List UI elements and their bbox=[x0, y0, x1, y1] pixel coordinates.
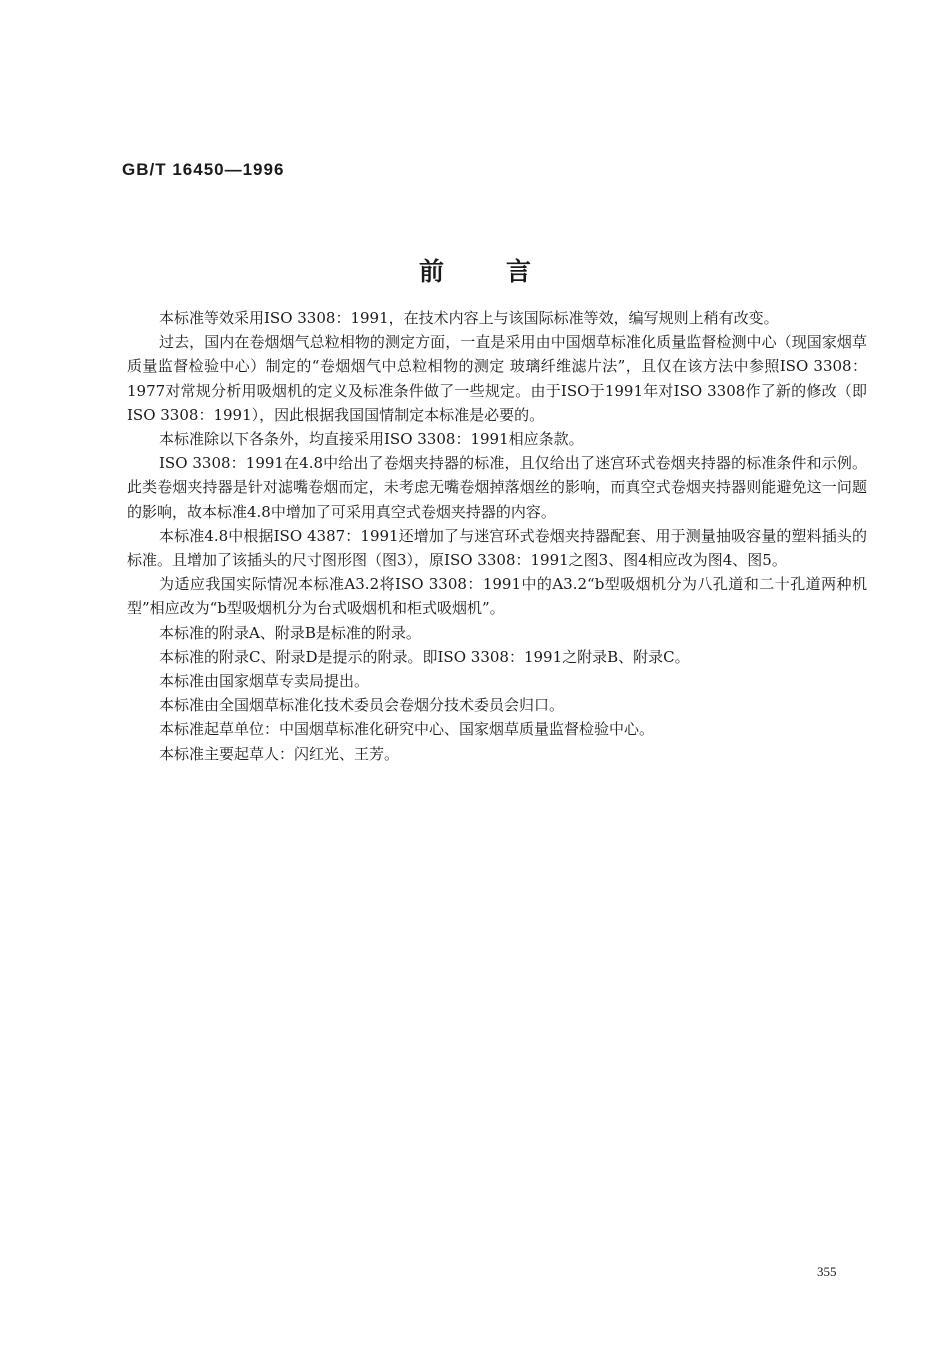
paragraph-11: 本标准起草单位：中国烟草标准化研究中心、国家烟草质量监督检验中心。 bbox=[159, 720, 655, 739]
foreword-body bbox=[127, 306, 867, 766]
paragraph-5: 本标准4.8中根据ISO 4387：1991还增加了与迷宫环式卷烟夹持器配套、用于测量抽吸容量的塑料插头的标准。且增加了该插头的尺寸图形图（图3），原ISO 3308：1991之图3、图4相应改为图4、图5。 bbox=[127, 526, 867, 570]
page-title: 前言 bbox=[418, 257, 593, 286]
paragraph-2: 过去，国内在卷烟烟气总粒相物的测定方面，一直是采用由中国烟草标准化质量监督检测中心（现国家烟草质量监督检验中心）制定的“卷烟烟气中总粒相物的测定 玻璃纤维滤片法”，且仅在该方法中参照ISO 3308：1977对常规分析用吸烟机的定义及标准条件做了一些规定。由于ISO于1991年对ISO 3308作了新的修改（即ISO 3308：1991），因此根据我国国情制定本标准是必要的。 bbox=[127, 333, 867, 424]
paragraph-1: 本标准等效采用ISO 3308：1991，在技术内容上与该国际标准等效，编写规则上稍有改变。 bbox=[159, 309, 779, 327]
paragraph-12: 本标准主要起草人：闪红光、王芳。 bbox=[159, 744, 400, 763]
paragraph-10: 本标准由全国烟草标准化技术委员会卷烟分技术委员会归口。 bbox=[159, 696, 565, 715]
standard-code: GB/T 16450—1996 bbox=[122, 160, 285, 179]
paragraph-6: 为适应我国实际情况本标准A3.2将ISO 3308：1991中的A3.2“b型吸烟机分为八孔道和二十孔道两种机型”相应改为“b型吸烟机分为台式吸烟机和柜式吸烟机”。 bbox=[127, 575, 867, 618]
paragraph-8: 本标准的附录C、附录D是提示的附录。即ISO 3308：1991之附录B、附录C。 bbox=[159, 647, 690, 666]
paragraph-7: 本标准的附录A、附录B是标准的附录。 bbox=[159, 623, 421, 642]
paragraph-4: ISO 3308：1991在4.8中给出了卷烟夹持器的标准，且仅给出了迷宫环式卷烟夹持器的标准条件和示例。此类卷烟夹持器是针对滤嘴卷烟而定，未考虑无嘴卷烟掉落烟丝的影响，而真空式卷烟夹持器则能避免这一问题的影响，故本标准4.8中增加了可采用真空式卷烟夹持器的内容。 bbox=[127, 454, 867, 521]
page-number: 355 bbox=[817, 1264, 837, 1279]
paragraph-3: 本标准除以下各条外，均直接采用ISO 3308：1991相应条款。 bbox=[159, 430, 584, 449]
paragraph-9: 本标准由国家烟草专卖局提出。 bbox=[159, 672, 370, 691]
